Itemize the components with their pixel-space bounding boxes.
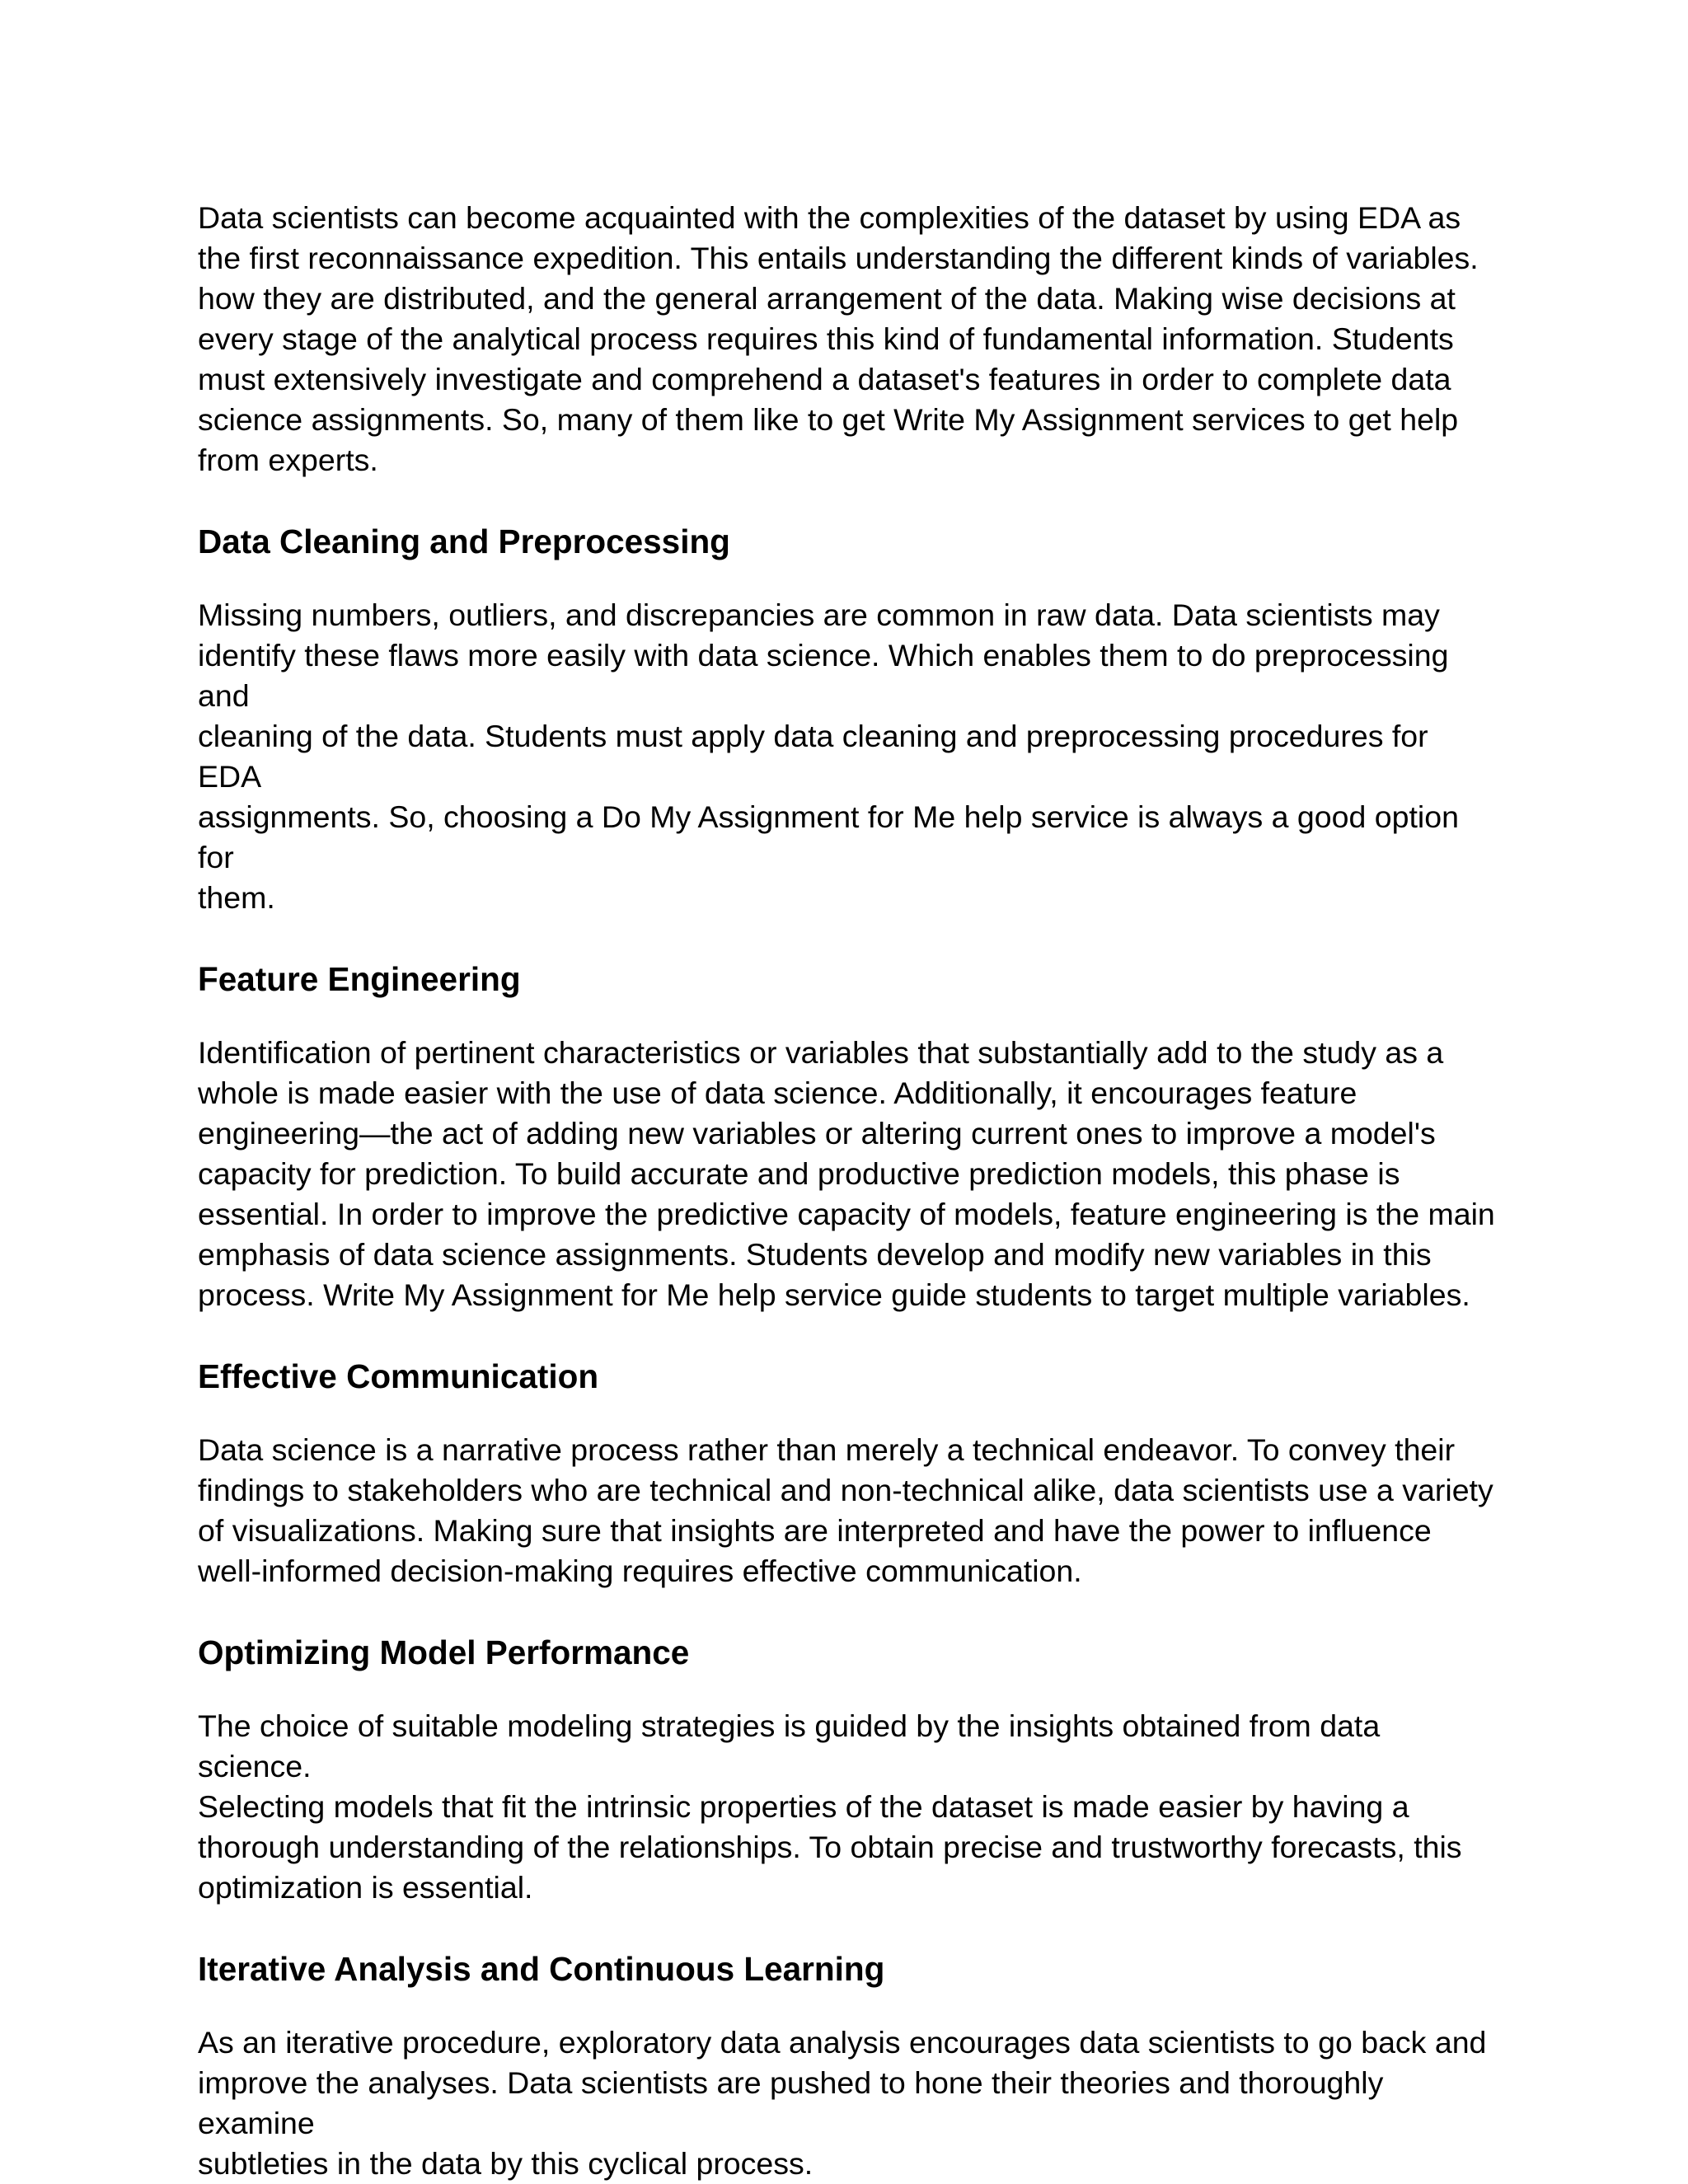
section-heading-optimizing-model: Optimizing Model Performance [198, 1633, 690, 1671]
section-heading-iterative-analysis: Iterative Analysis and Continuous Learning [198, 1950, 885, 1988]
section-heading-effective-communication: Effective Communication [198, 1357, 599, 1395]
section-body-feature-engineering: Identification of pertinent characteristics or variables that substantially add to the study as a whole is made easier with the use of data science. Additionally, it encourages feature engineering—the act of adding new variables or altering current ones to improve a model's capacity for prediction. To build accurate and productive prediction models, this phase is essential. In order to improve the predictive capacity of models, feature engineering is the main emphasis of data science assignments. Students develop and modify new variables in this process. Write My Assignment for Me help service guide students to target multiple variables. [198, 1035, 1495, 1312]
spacer [198, 918, 1500, 958]
document-page [198, 198, 1500, 2184]
spacer [198, 1000, 1500, 1033]
section-heading-data-cleaning: Data Cleaning and Preprocessing [198, 523, 730, 560]
section-body-data-cleaning: Missing numbers, outliers, and discrepancies are common in raw data. Data scientists may identify these flaws more easily with data science. Which enables them to do preprocessing and cleaning of the data. Students must apply data cleaning and preprocessing procedures for EDA assignments. So, choosing a Do My Assignment for Me help service is always a good option for them. [198, 598, 1459, 915]
intro-paragraph: Data scientists can become acquainted with the complexities of the dataset by using EDA as the first reconnaissance expedition. This entails understanding the different kinds of variables. how they are distributed, and the general arrangement of the data. Making wise decisions at every stage of the analytical process requires this kind of fundamental information. Students must extensively investigate and comprehend a dataset's features in order to complete data science assignments. So, many of them like to get Write My Assignment services to get help from experts. [198, 200, 1479, 477]
spacer [198, 1908, 1500, 1948]
section-body-iterative-analysis: As an iterative procedure, exploratory data analysis encourages data scientists to go back and improve the analyses. Data scientists are pushed to hone their theories and thoroughly examine subtleties in the data by this cyclical process. [198, 2025, 1487, 2181]
spacer [198, 480, 1500, 521]
section-body-effective-communication: Data science is a narrative process rather than merely a technical endeavor. To convey their findings to stakeholders who are technical and non-technical alike, data scientists use a variety of visualizations. Making sure that insights are interpreted and have the power to influence well-informed decision-making requires effective communication. [198, 1432, 1493, 1588]
spacer [198, 1990, 1500, 2022]
spacer [198, 1673, 1500, 1706]
spacer [198, 1591, 1500, 1632]
section-body-optimizing-model: The choice of suitable modeling strategies is guided by the insights obtained from data science. Selecting models that fit the intrinsic properties of the dataset is made easier by having a thorough understanding of the relationships. To obtain precise and trustworthy forecasts, this optimization is essential. [198, 1708, 1462, 1905]
spacer [198, 1315, 1500, 1356]
spacer [198, 562, 1500, 595]
spacer [198, 1397, 1500, 1430]
section-heading-feature-engineering: Feature Engineering [198, 960, 521, 998]
